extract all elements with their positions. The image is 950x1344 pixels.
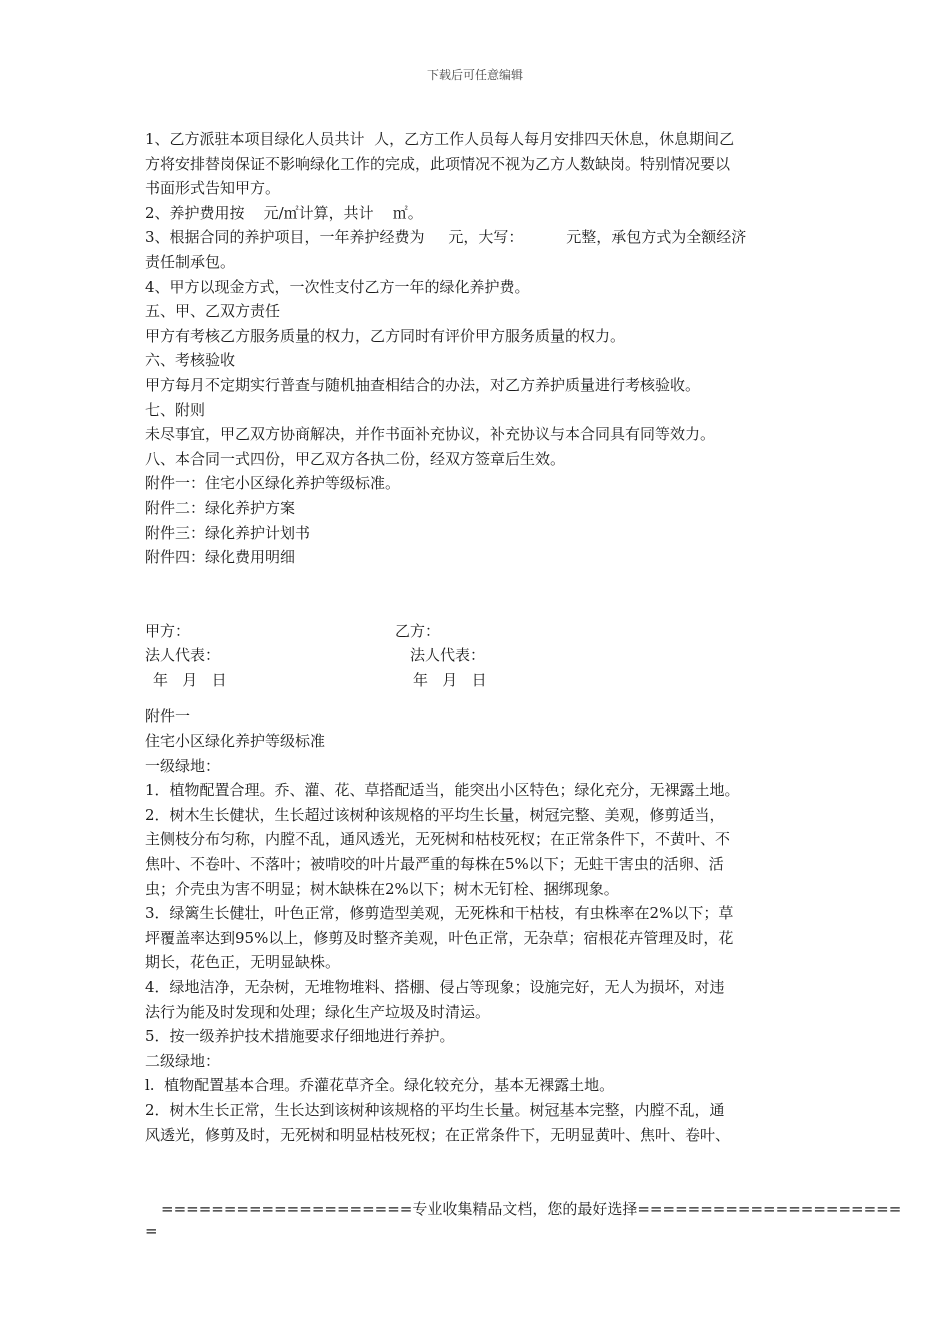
paragraph-line: 期长，花色正，无明显缺株。 [145, 953, 341, 972]
paragraph-line: 坪覆盖率达到95%以上，修剪及时整齐美观，叶色正常，无杂草；宿根花卉管理及时，花 [145, 928, 734, 947]
attachment-item: 附件三：绿化养护计划书 [145, 523, 311, 542]
paragraph-line: 方将安排替岗保证不影响绿化工作的完成，此项情况不视为乙方人数缺岗。特别情况要以 [145, 154, 731, 173]
paragraph-line: 法行为能及时发现和处理；绿化生产垃圾及时清运。 [145, 1002, 491, 1021]
footer-banner: ====================专业收集精品文档，您的最好选择===================== [161, 1200, 902, 1218]
paragraph-line: 3、根据合同的养护项目，一年养护经费为 元，大写： 元整，承包方式为全额经济 [145, 228, 747, 247]
section-heading: 五、甲、乙双方责任 [145, 302, 281, 321]
paragraph-line: 风透光，修剪及时，无死树和明显枯枝死杈；在正常条件下，无明显黄叶、焦叶、卷叶、 [145, 1125, 731, 1144]
page-footer [145, 1198, 902, 1242]
signature-row-party [145, 619, 815, 644]
paragraph-line: 焦叶、不卷叶、不落叶；被啃咬的叶片最严重的每株在5%以下；无蛀干害虫的活卵、活 [145, 855, 724, 874]
section-heading: 二级绿地： [145, 1051, 221, 1070]
paragraph-line: 责任制承包。 [145, 252, 236, 271]
party-a-rep-label: 法人代表： [145, 646, 221, 665]
paragraph-line: 2．树木生长健状，生长超过该树种该规格的平均生长量，树冠完整、美观，修剪适当， [145, 805, 725, 824]
party-b-date: 年 月 日 [413, 670, 487, 689]
footer-banner-tail: = [145, 1222, 158, 1240]
party-a-date: 年 月 日 [153, 670, 227, 689]
attachment-item: 附件一：住宅小区绿化养护等级标准。 [145, 474, 401, 493]
section-heading: 一级绿地： [145, 756, 221, 775]
signature-row-date [145, 668, 815, 693]
paragraph-line: 书面形式告知甲方。 [145, 179, 281, 198]
paragraph-line: 未尽事宜，甲乙双方协商解决，并作书面补充协议，补充协议与本合同具有同等效力。 [145, 425, 716, 444]
paragraph-line: 甲方每月不定期实行普查与随机抽查相结合的办法，对乙方养护质量进行考核验收。 [145, 375, 701, 394]
attachment-item: 附件四：绿化费用明细 [145, 548, 296, 567]
party-b-rep-label: 法人代表： [410, 646, 486, 665]
section-heading: 附件一 [145, 707, 191, 726]
section-heading: 七、附则 [145, 400, 206, 419]
paragraph-line: 1、乙方派驻本项目绿化人员共计 人，乙方工作人员每人每月安排四天休息，休息期间乙 [145, 130, 735, 148]
paragraph-line: 4、甲方以现金方式，一次性支付乙方一年的绿化养护费。 [145, 277, 530, 296]
paragraph-line: 2．树木生长正常，生长达到该树种该规格的平均生长量。树冠基本完整，内膛不乱，通 [145, 1100, 725, 1119]
paragraph-line: 主侧枝分布匀称，内膛不乱，通风透光，无死树和枯枝死杈；在正常条件下，不黄叶、不 [145, 830, 731, 849]
party-a-label: 甲方： [145, 621, 191, 640]
page-header: 下载后可任意编辑 [426, 68, 523, 82]
attachment-item: 附件二：绿化养护方案 [145, 498, 296, 517]
party-b-label: 乙方： [395, 621, 441, 640]
paragraph-line: 2、养护费用按 元/㎡计算，共计 ㎡。 [145, 203, 423, 222]
section-heading: 八、本合同一式四份，甲乙双方各执二份，经双方签章后生效。 [145, 449, 566, 468]
paragraph-line: 3．绿篱生长健壮，叶色正常，修剪造型美观，无死株和干枯枝，有虫株率在2%以下；草 [145, 904, 734, 923]
section-heading: 六、考核验收 [145, 351, 236, 370]
paragraph-line: l. 植物配置基本合理。乔灌花草齐全。绿化较充分，基本无裸露土地。 [145, 1076, 615, 1095]
section-heading: 住宅小区绿化养护等级标准 [145, 732, 326, 751]
paragraph-line: 甲方有考核乙方服务质量的权力，乙方同时有评价甲方服务质量的权力。 [145, 326, 626, 345]
signature-row-rep [145, 643, 815, 668]
document-body [145, 127, 815, 1147]
paragraph-line: 1．植物配置合理。乔、灌、花、草搭配适当，能突出小区特色；绿化充分，无裸露土地。 [145, 781, 740, 800]
paragraph-line: 5．按一级养护技术措施要求仔细地进行养护。 [145, 1027, 455, 1046]
paragraph-line: 4．绿地洁净，无杂树，无堆物堆料、搭棚、侵占等现象；设施完好，无人为损坏，对违 [145, 978, 725, 996]
spacer [145, 570, 815, 619]
spacer [145, 692, 815, 704]
paragraph-line: 虫；介壳虫为害不明显；树木缺株在2%以下；树木无钉栓、捆绑现象。 [145, 879, 619, 898]
